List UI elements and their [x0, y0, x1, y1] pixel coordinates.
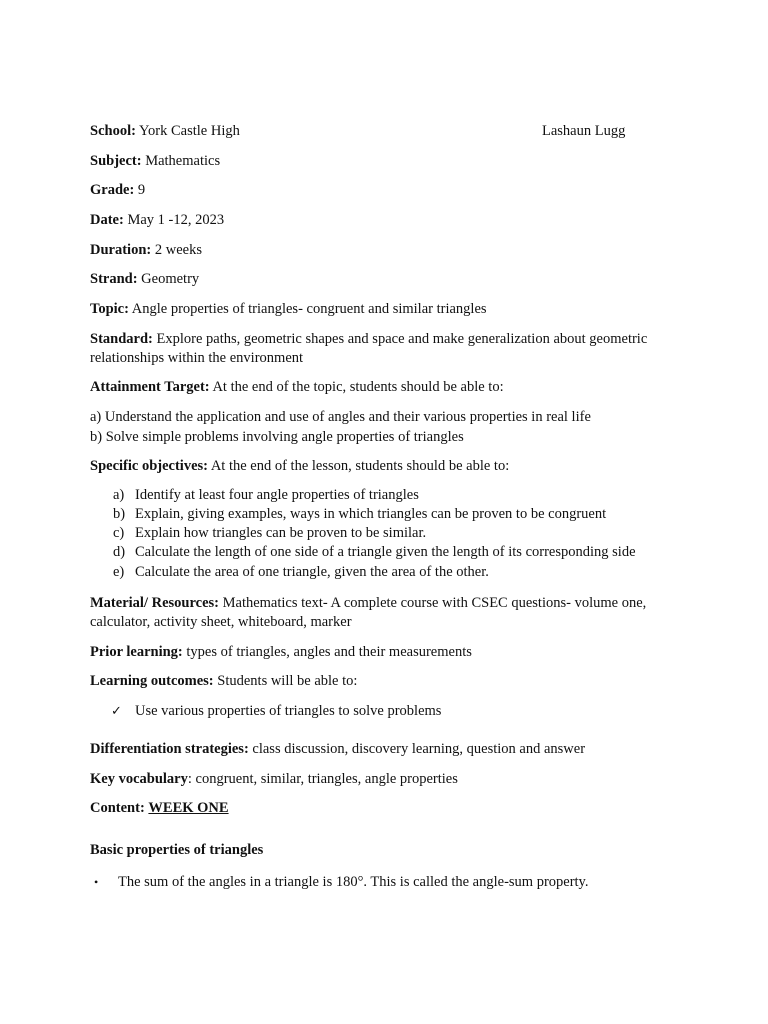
date-line — [90, 211, 680, 230]
bullet-icon: • — [94, 875, 99, 889]
section-heading — [90, 841, 680, 860]
content-line — [90, 799, 680, 818]
subject-value: Mathematics — [145, 153, 221, 169]
outcome-text: Use various properties of triangles to solve problems — [135, 703, 442, 719]
prior-learning-line — [90, 643, 680, 662]
attainment-value: At the end of the topic, students should be able to: — [212, 379, 504, 395]
list-marker: c) — [113, 525, 125, 541]
outcomes-list-item — [90, 702, 680, 722]
strand-line — [90, 270, 680, 289]
date-label: Date: — [90, 212, 124, 228]
bullet-text: The sum of the angles in a triangle is 180°. This is called the angle-sum property. — [118, 874, 589, 890]
objectives-intro: At the end of the lesson, students should be able to: — [210, 458, 510, 474]
week-heading: WEEK ONE — [148, 800, 229, 816]
content-label: Content: — [90, 800, 145, 816]
prior-learning-value: types of triangles, angles and their measurements — [186, 644, 472, 660]
school-line — [90, 122, 680, 141]
objectives-list — [90, 486, 680, 586]
objectives-line — [90, 457, 680, 476]
outcomes-value: Students will be able to: — [217, 673, 358, 689]
school-value: York Castle High — [139, 123, 240, 139]
checkmark-icon: ✓ — [111, 704, 122, 719]
school-label: School: — [90, 123, 136, 139]
materials-label: Material/ Resources: — [90, 595, 219, 611]
vocabulary-line — [90, 770, 680, 789]
list-marker: e) — [113, 564, 125, 580]
section-heading-text: Basic properties of triangles — [90, 842, 264, 858]
outcomes-line — [90, 672, 680, 691]
differentiation-value: class discussion, discovery learning, question and answer — [252, 741, 586, 757]
subject-line — [90, 152, 680, 171]
list-item-text: Explain how triangles can be proven to be similar. — [135, 525, 427, 541]
list-item-text: Calculate the area of one triangle, given the area of the other. — [135, 564, 489, 580]
materials-value: Mathematics text- A complete course with CSEC questions- volume one, calculator, activity sheet, whiteboard, marker — [90, 595, 647, 630]
list-marker: d) — [113, 544, 126, 560]
strand-value: Geometry — [141, 271, 200, 287]
list-item-text: Identify at least four angle properties of triangles — [135, 487, 419, 503]
bullet-list-item — [90, 873, 680, 893]
differentiation-line — [90, 740, 680, 759]
author-name: Lashaun Lugg — [542, 123, 626, 139]
standard-paragraph — [90, 330, 680, 368]
outcomes-label: Learning outcomes: — [90, 673, 214, 689]
grade-label: Grade: — [90, 182, 135, 198]
list-item-text: Explain, giving examples, ways in which triangles can be proven to be congruent — [135, 506, 607, 522]
differentiation-label: Differentiation strategies: — [90, 741, 249, 757]
list-marker: a) — [113, 487, 125, 503]
duration-line — [90, 241, 680, 260]
list-marker: b) — [113, 506, 126, 522]
list-item-text: Calculate the length of one side of a triangle given the length of its corresponding side — [135, 544, 636, 560]
attainment-item: a) Understand the application and use of angles and their various properties in real life — [90, 409, 591, 425]
prior-learning-label: Prior learning: — [90, 644, 183, 660]
vocabulary-label: Key vocabulary — [90, 771, 188, 787]
date-value: May 1 -12, 2023 — [127, 212, 225, 228]
subject-label: Subject: — [90, 153, 142, 169]
topic-value: Angle properties of triangles- congruent and similar triangles — [131, 301, 487, 317]
standard-value: Explore paths, geometric shapes and space and make generalization about geometric relationships within the environment — [90, 331, 648, 366]
grade-value: 9 — [137, 182, 146, 198]
attainment-line — [90, 378, 680, 397]
grade-line — [90, 181, 680, 200]
materials-paragraph — [90, 594, 680, 632]
topic-label: Topic: — [90, 301, 129, 317]
duration-label: Duration: — [90, 242, 152, 258]
vocabulary-value: : congruent, similar, triangles, angle properties — [187, 771, 458, 787]
duration-value: 2 weeks — [154, 242, 202, 258]
topic-line — [90, 300, 680, 319]
attainment-item: b) Solve simple problems involving angle properties of triangles — [90, 429, 464, 445]
attainment-label: Attainment Target: — [90, 379, 210, 395]
objectives-label: Specific objectives: — [90, 458, 208, 474]
strand-label: Strand: — [90, 271, 138, 287]
standard-label: Standard: — [90, 331, 153, 347]
